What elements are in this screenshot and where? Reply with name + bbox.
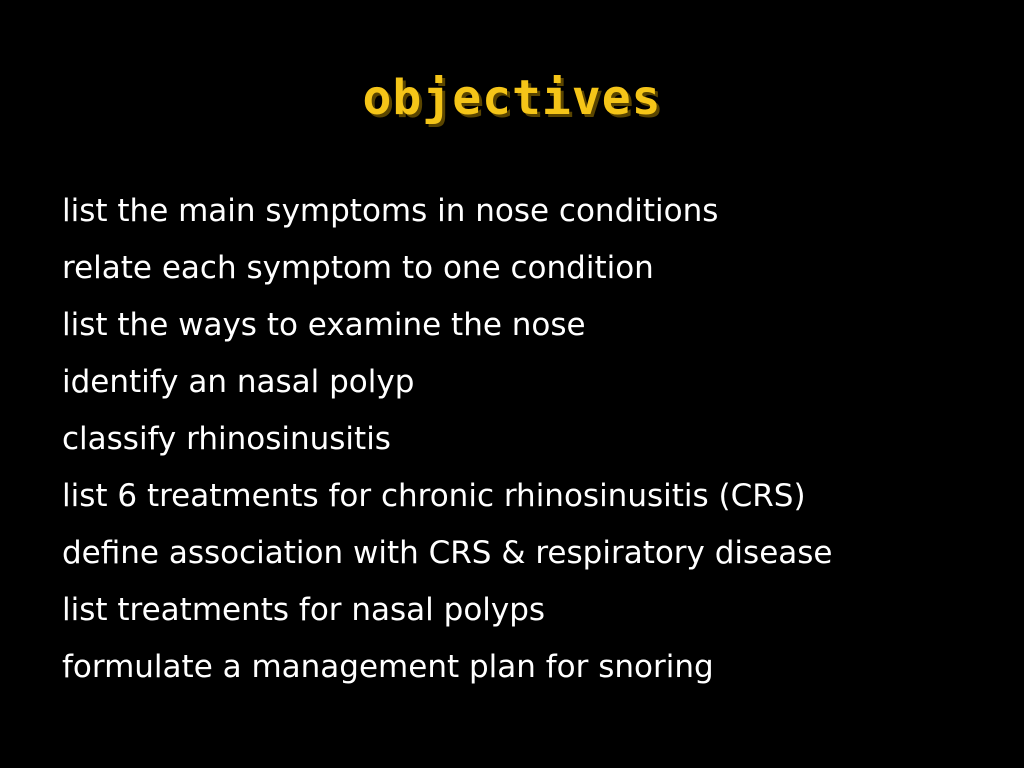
objective-item: list treatments for nasal polyps xyxy=(62,592,546,628)
slide-title: objectives xyxy=(362,70,662,126)
objective-item: list 6 treatments for chronic rhinosinusitis (CRS) xyxy=(62,478,806,514)
objective-item: classify rhinosinusitis xyxy=(62,421,391,457)
objective-item: define association with CRS & respiratory disease xyxy=(62,535,833,571)
objective-item: relate each symptom to one condition xyxy=(62,250,654,286)
objective-item: list the main symptoms in nose conditions xyxy=(62,193,719,229)
objective-item: identify an nasal polyp xyxy=(62,364,415,400)
objectives-list xyxy=(62,183,833,696)
objective-item: formulate a management plan for snoring xyxy=(62,649,714,685)
objective-item: list the ways to examine the nose xyxy=(62,307,586,343)
